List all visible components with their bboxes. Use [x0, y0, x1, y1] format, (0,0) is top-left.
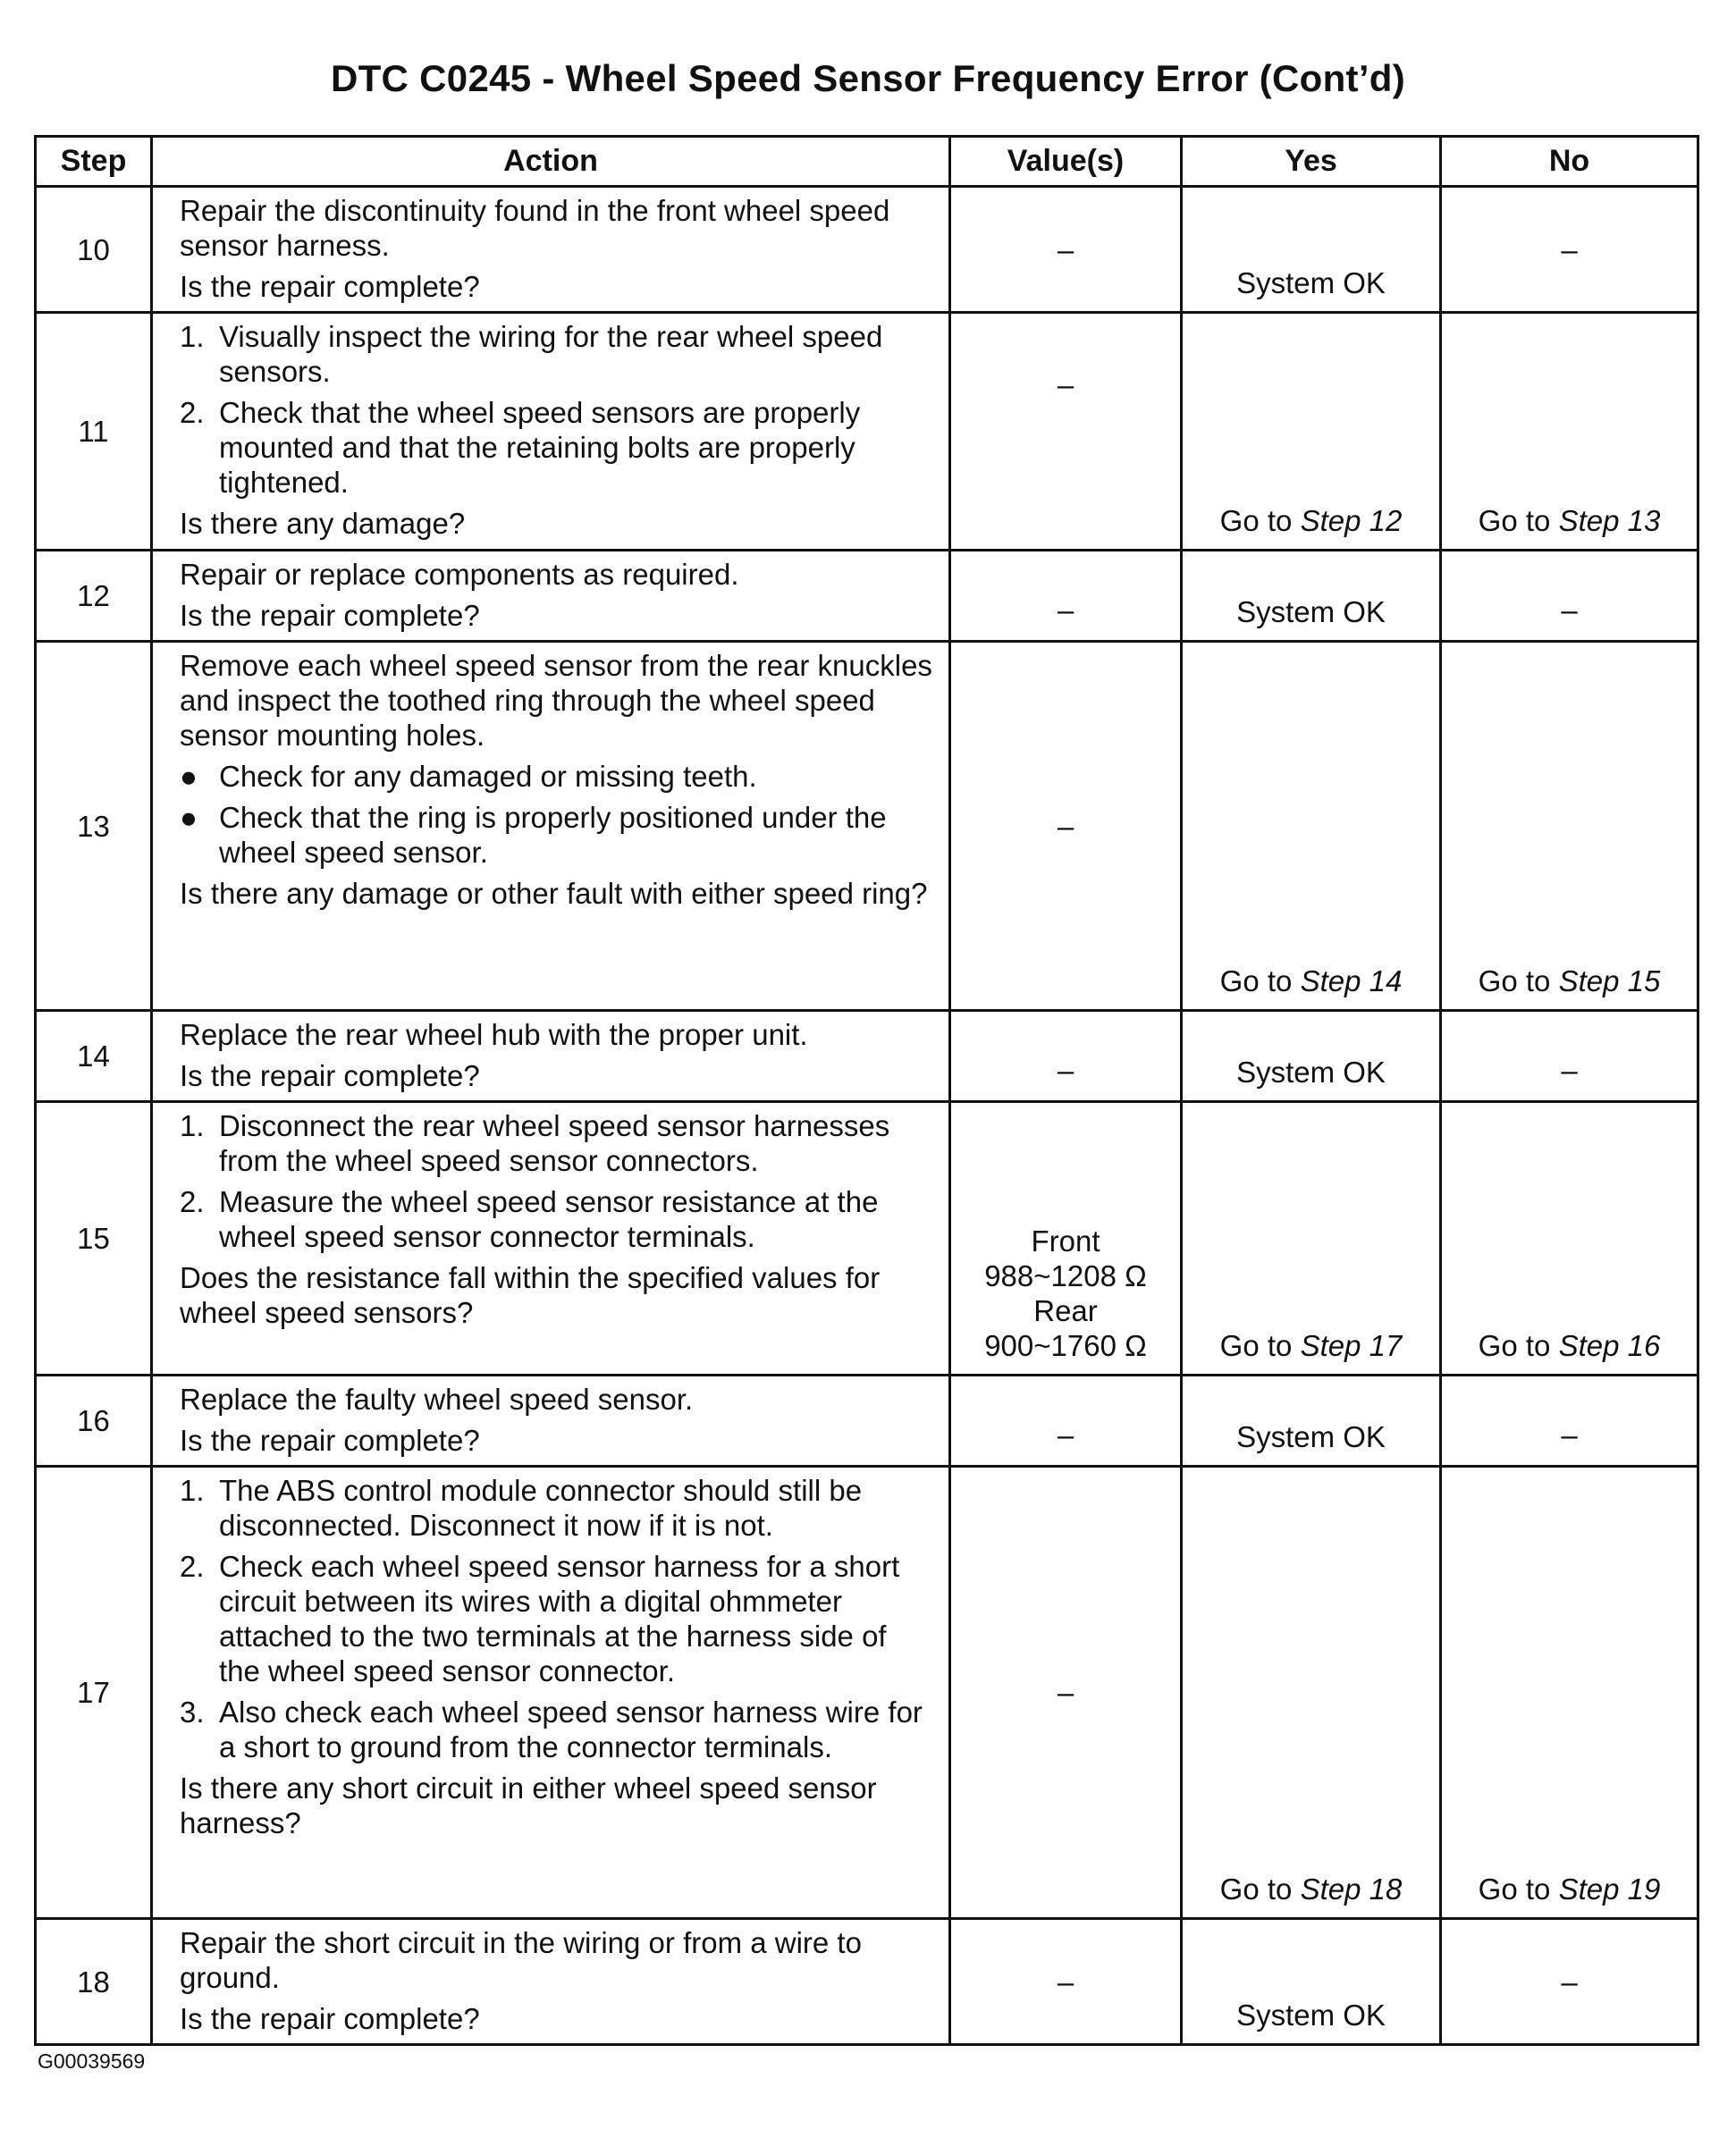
value-cell: – [950, 642, 1182, 1011]
table-row [36, 187, 1698, 313]
step-number: 15 [36, 1102, 152, 1376]
diagnostic-table [34, 135, 1699, 2046]
action-text: Repair or replace components as required. [180, 558, 739, 591]
table-row [36, 1919, 1698, 2045]
action-question: Is the repair complete? [180, 2002, 480, 2035]
yes-cell: System OK [1182, 187, 1441, 313]
table-row [36, 551, 1698, 642]
table-header-row [36, 137, 1698, 187]
value-range-rear: 900~1760 Ω [984, 1329, 1147, 1362]
action-cell [152, 1467, 950, 1919]
yes-cell: System OK [1182, 1376, 1441, 1467]
action-question: Is the repair complete? [180, 1059, 480, 1092]
yes-cell: Go to Step 18 [1182, 1467, 1441, 1919]
table-row [36, 1011, 1698, 1102]
step-number: 14 [36, 1011, 152, 1102]
action-question: Does the resistance fall within the specified values for wheel speed sensors? [180, 1261, 881, 1329]
action-cell [152, 642, 950, 1011]
value-cell: – [950, 1919, 1182, 2045]
step-number: 18 [36, 1919, 152, 2045]
yes-cell: Go to Step 14 [1182, 642, 1441, 1011]
yes-cell: Go to Step 12 [1182, 313, 1441, 551]
bullet-item: ● Check for any damaged or missing teeth. [180, 760, 757, 793]
bullet-item: ● Check that the ring is properly positioned under the wheel speed sensor. [180, 801, 887, 869]
step-number: 10 [36, 187, 152, 313]
table-row [36, 642, 1698, 1011]
step-reference: Step 15 [1558, 964, 1661, 997]
figure-id: G00039569 [38, 2049, 146, 2073]
header-action: Action [152, 137, 950, 187]
step-reference: Step 12 [1300, 504, 1403, 537]
step-reference: Step 13 [1558, 504, 1661, 537]
action-cell [152, 551, 950, 642]
step-reference: Step 17 [1300, 1329, 1403, 1362]
table-row [36, 1102, 1698, 1376]
no-cell: Go to Step 19 [1441, 1467, 1698, 1919]
header-no: No [1441, 137, 1698, 187]
no-cell: Go to Step 15 [1441, 642, 1698, 1011]
no-cell: – [1441, 551, 1698, 642]
list-item: 1. Visually inspect the wiring for the rear wheel speed sensors. [180, 320, 883, 388]
list-item: 2. Check each wheel speed sensor harness for a short circuit between its wires with a digital ohmmeter attached to the two terminals at the harness side of the wheel speed sensor connector. [180, 1550, 900, 1687]
no-cell: Go to Step 13 [1441, 313, 1698, 551]
no-cell: – [1441, 187, 1698, 313]
action-text: Replace the faulty wheel speed sensor. [180, 1383, 694, 1416]
step-reference: Step 16 [1558, 1329, 1661, 1362]
page-title: DTC C0245 - Wheel Speed Sensor Frequency Error (Cont’d) [330, 57, 1406, 99]
table-row [36, 1376, 1698, 1467]
step-number: 17 [36, 1467, 152, 1919]
action-text: Repair the discontinuity found in the front wheel speed sensor harness. [180, 194, 890, 262]
value-cell [950, 1102, 1182, 1376]
value-cell: – [950, 187, 1182, 313]
action-cell [152, 1011, 950, 1102]
no-cell: Go to Step 16 [1441, 1102, 1698, 1376]
value-cell: – [950, 313, 1182, 551]
action-cell [152, 1102, 950, 1376]
header-yes: Yes [1182, 137, 1441, 187]
step-reference: Step 14 [1300, 964, 1403, 997]
action-question: Is the repair complete? [180, 270, 480, 303]
step-reference: Step 19 [1558, 1872, 1661, 1906]
yes-cell: System OK [1182, 551, 1441, 642]
action-cell [152, 313, 950, 551]
action-question: Is the repair complete? [180, 1424, 480, 1457]
action-text: Replace the rear wheel hub with the proper unit. [180, 1018, 808, 1051]
header-step: Step [36, 137, 152, 187]
yes-cell: Go to Step 17 [1182, 1102, 1441, 1376]
action-text: Remove each wheel speed sensor from the rear knuckles and inspect the toothed ring through the wheel speed sensor mounting holes. [180, 649, 932, 752]
value-label-rear: Rear [1033, 1294, 1098, 1327]
value-label-front: Front [1031, 1224, 1100, 1258]
step-number: 13 [36, 642, 152, 1011]
action-question: Is the repair complete? [180, 599, 480, 632]
value-cell: – [950, 1467, 1182, 1919]
list-item: 3. Also check each wheel speed sensor harness wire for a short to ground from the connector terminals. [180, 1696, 923, 1763]
yes-cell: System OK [1182, 1919, 1441, 2045]
action-cell [152, 1376, 950, 1467]
list-item: 2. Measure the wheel speed sensor resistance at the wheel speed sensor connector terminals. [180, 1185, 879, 1253]
no-cell: – [1441, 1919, 1698, 2045]
action-cell [152, 1919, 950, 2045]
table-row [36, 313, 1698, 551]
step-number: 12 [36, 551, 152, 642]
action-question: Is there any damage or other fault with either speed ring? [180, 877, 928, 910]
no-cell: – [1441, 1376, 1698, 1467]
action-text: Repair the short circuit in the wiring or from a wire to ground. [180, 1926, 862, 1994]
step-number: 16 [36, 1376, 152, 1467]
yes-cell: System OK [1182, 1011, 1441, 1102]
action-question: Is there any damage? [180, 507, 466, 540]
action-question: Is there any short circuit in either wheel speed sensor harness? [180, 1772, 877, 1839]
header-values: Value(s) [950, 137, 1182, 187]
list-item: 1. Disconnect the rear wheel speed sensor harnesses from the wheel speed sensor connectors. [180, 1109, 890, 1177]
action-cell [152, 187, 950, 313]
step-number: 11 [36, 313, 152, 551]
no-cell: – [1441, 1011, 1698, 1102]
value-range-front: 988~1208 Ω [984, 1259, 1147, 1292]
value-cell: – [950, 1376, 1182, 1467]
list-item: 2. Check that the wheel speed sensors are properly mounted and that the retaining bolts are properly tightened. [180, 396, 861, 499]
value-cell: – [950, 1011, 1182, 1102]
value-cell: – [950, 551, 1182, 642]
table-row [36, 1467, 1698, 1919]
list-item: 1. The ABS control module connector should still be disconnected. Disconnect it now if it is not. [180, 1474, 863, 1542]
step-reference: Step 18 [1300, 1872, 1403, 1906]
